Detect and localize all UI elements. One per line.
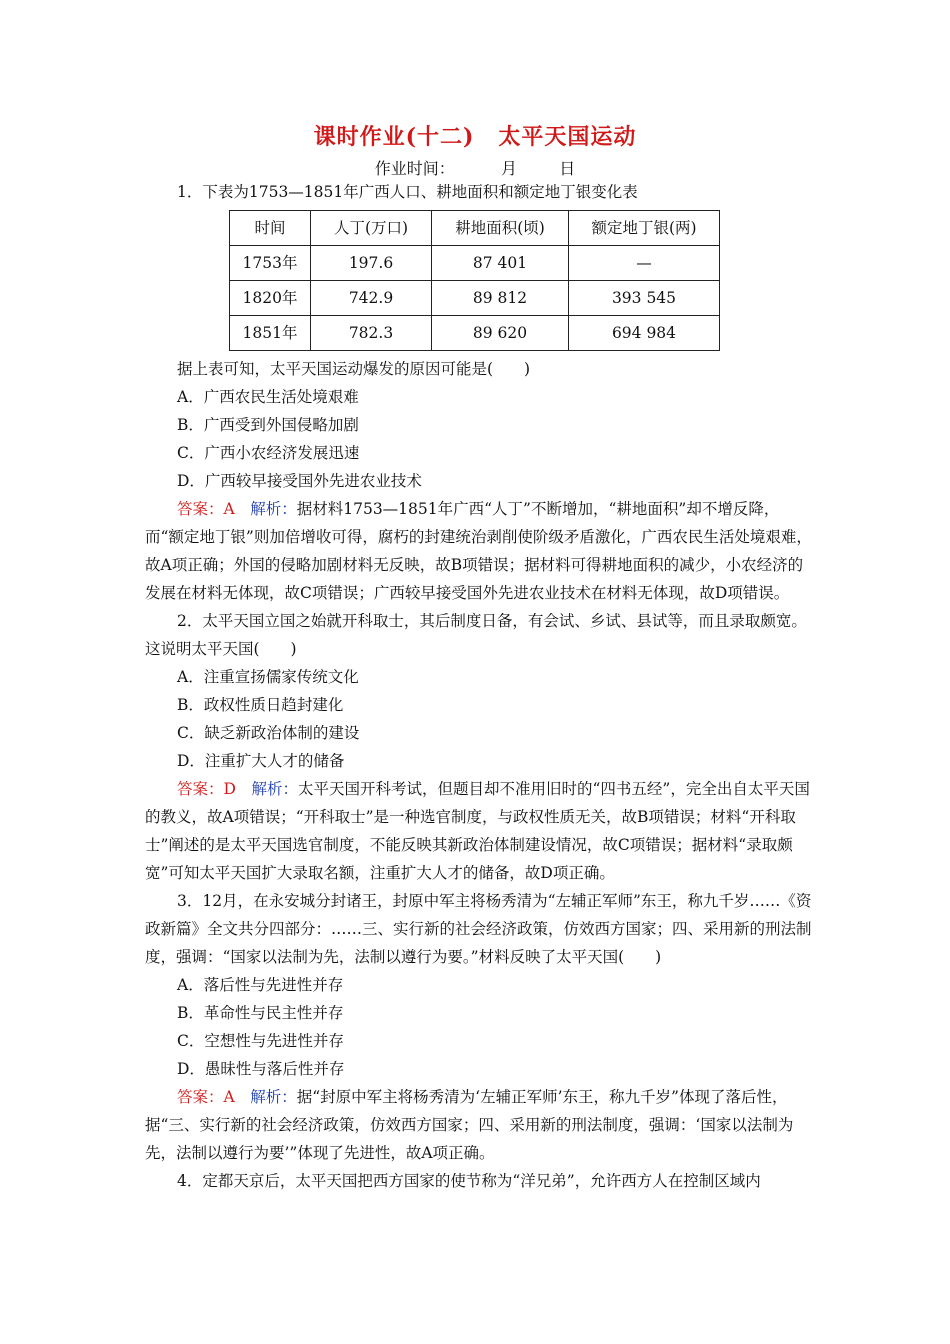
q3-stem: 3．12月，在永安城分封诸王，封原中军主将杨秀清为“左辅正军师”东王，称九千岁……《资政新篇》全文共分四部分：……三、实行新的社会经济政策，仿效西方国家；四、采用新的刑法制度，强调：“国家以法制为先，法制以遵行为要。”材料反映了太平天国( ) — [145, 892, 812, 966]
table-cell: 89 812 — [432, 281, 569, 316]
table-header: 耕地面积(顷) — [432, 211, 569, 246]
explain-label: 解析： — [250, 500, 297, 518]
option-b: B．政权性质日趋封建化 — [177, 696, 344, 714]
question-list — [145, 178, 815, 1195]
table-cell: 89 620 — [432, 316, 569, 351]
table-row — [230, 246, 720, 281]
table-cell: 1851年 — [230, 316, 311, 351]
table-header-row — [230, 211, 720, 246]
q3-answer — [145, 1083, 815, 1167]
explain-label: 解析： — [251, 780, 298, 798]
table-header: 时间 — [230, 211, 311, 246]
table-row — [230, 281, 720, 316]
table-cell: 393 545 — [569, 281, 720, 316]
table-row — [230, 316, 720, 351]
homework-meta — [0, 156, 950, 179]
title-main: 课时作业(十二) — [313, 124, 475, 150]
option-b: B．广西受到外国侵略加剧 — [177, 416, 359, 434]
explain-text: 据材料1753—1851年广西“人丁”不断增加，“耕地面积”却不增反降，而“额定地丁银”则加倍增收可得，腐朽的封建统治剥削使阶级矛盾激化，广西农民生活处境艰难，故A项正确；外国的侵略加剧材料无反映，故B项错误；据材料可得耕地面积的减少，小农经济的发展在材料无体现，故C项错误；广西较早接受国外先进农业技术在材料无体现，故D项错误。 — [145, 500, 812, 602]
q2-answer — [145, 775, 815, 887]
q1-answer — [145, 495, 815, 607]
q1-stem: 1．下表为1753—1851年广西人口、耕地面积和额定地丁银变化表 — [177, 183, 638, 201]
table-cell: — — [569, 246, 720, 281]
q2-stem: 2．太平天国立国之始就开科取士，其后制度日备，有会试、乡试、县试等，而且录取颇宽。这说明太平天国( ) — [145, 612, 807, 658]
table-cell: 742.9 — [311, 281, 432, 316]
explain-label: 解析： — [250, 1088, 297, 1106]
option-d: D．广西较早接受国外先进农业技术 — [177, 472, 422, 490]
option-c: C．空想性与先进性并存 — [177, 1032, 344, 1050]
option-a: A．注重宣扬儒家传统文化 — [177, 668, 359, 686]
population-table — [229, 210, 720, 351]
option-b: B．革命性与民主性并存 — [177, 1004, 344, 1022]
q1-question: 据上表可知，太平天国运动爆发的原因可能是( ) — [177, 360, 531, 378]
title-sub: 太平天国运动 — [498, 124, 637, 150]
table-cell: 197.6 — [311, 246, 432, 281]
table-cell: 87 401 — [432, 246, 569, 281]
answer-label: 答案：D — [177, 780, 236, 798]
option-c: C．缺乏新政治体制的建设 — [177, 724, 360, 742]
option-a: A．广西农民生活处境艰难 — [177, 388, 359, 406]
answer-label: 答案：A — [177, 1088, 235, 1106]
table-cell: 694 984 — [569, 316, 720, 351]
answer-label: 答案：A — [177, 500, 235, 518]
table-header: 额定地丁银(两) — [569, 211, 720, 246]
table-header: 人丁(万口) — [311, 211, 432, 246]
option-a: A．落后性与先进性并存 — [177, 976, 344, 994]
table-cell: 1753年 — [230, 246, 311, 281]
explain-text: 太平天国开科考试，但题目却不准用旧时的“四书五经”，完全出自太平天国的教义，故A项错误；“开科取士”是一种选官制度，与政权性质无关，故B项错误；材料“开科取士”阐述的是太平天国选官制度，不能反映其新政治体制建设情况，故C项错误；据材料“录取颇宽”可知太平天国扩大录取名额，注重扩大人才的储备，故D项正确。 — [145, 780, 810, 882]
time-label: 作业时间： — [374, 159, 455, 178]
option-d: D．注重扩大人才的储备 — [177, 752, 345, 770]
table-cell: 782.3 — [311, 316, 432, 351]
month-label: 月 — [500, 159, 517, 178]
explain-text: 据“封原中军主将杨秀清为‘左辅正军师’东王，称九千岁”体现了落后性，据“三、实行新的社会经济政策，仿效西方国家；四、采用新的刑法制度，强调：‘国家以法制为先，法制以遵行为要’”体现了先进性，故A项正确。 — [145, 1088, 794, 1162]
page-title — [0, 120, 950, 151]
q4-stem: 4．定都天京后，太平天国把西方国家的使节称为“洋兄弟”，允许西方人在控制区域内 — [177, 1172, 761, 1190]
option-c: C．广西小农经济发展迅速 — [177, 444, 360, 462]
day-label: 日 — [559, 159, 576, 178]
option-d: D．愚昧性与落后性并存 — [177, 1060, 345, 1078]
table-cell: 1820年 — [230, 281, 311, 316]
